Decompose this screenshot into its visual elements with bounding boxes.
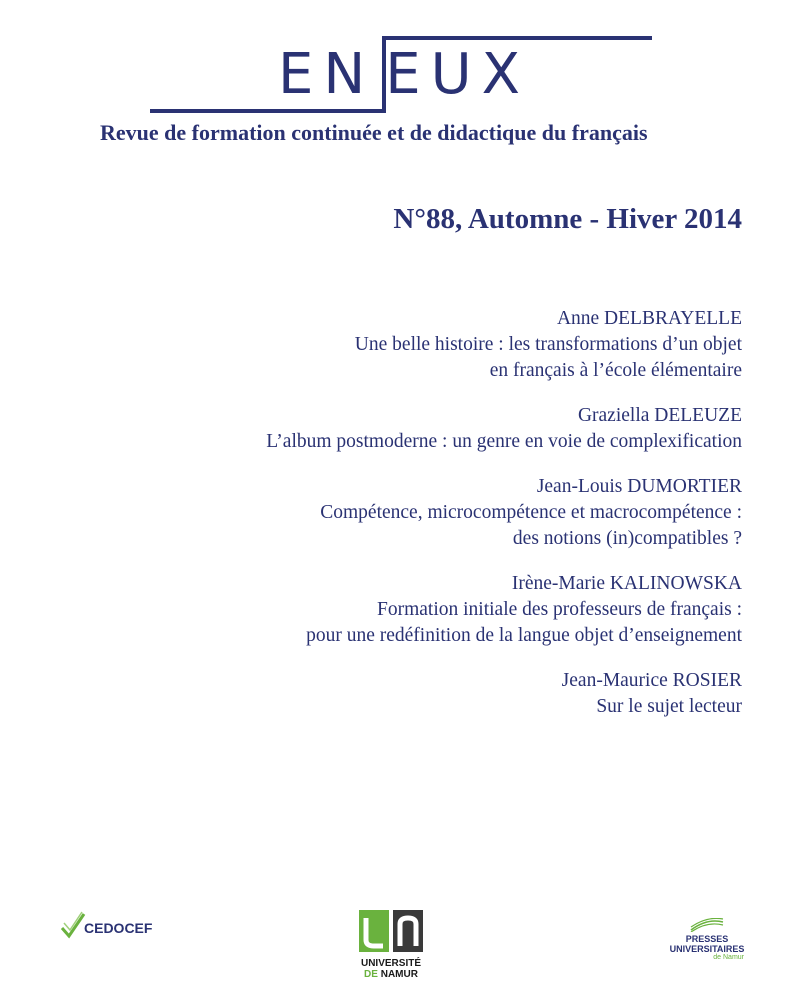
unamur-emblem-icon [356, 908, 426, 954]
presses-label-line3: de Namur [713, 954, 744, 961]
article-title-line: Formation initiale des professeurs de français : [377, 599, 742, 620]
article-entry [142, 668, 742, 720]
unamur-label-line1: UNIVERSITÉ [360, 958, 421, 969]
unamur-label-line2 [356, 969, 426, 980]
logo-text-left: EN [278, 42, 376, 107]
unamur-logo [356, 908, 426, 980]
article-title-line: L’album postmoderne : un genre en voie de complexification [266, 431, 742, 452]
article-author: Anne DELBRAYELLE [556, 308, 742, 329]
unamur-label [356, 958, 426, 980]
presses-label-line1: PRESSES [685, 934, 729, 944]
article-author: Irène-Marie KALINOWSKA [511, 573, 742, 594]
logo-rule-bottom [150, 109, 386, 113]
issue-heading: N°88, Automne - Hiver 2014 [393, 203, 742, 235]
article-title-line: pour une redéfinition de la langue objet d’enseignement [306, 625, 742, 646]
cedocef-label: CEDOCEF [84, 920, 153, 936]
presses-label-line2: UNIVERSITAIRES [669, 944, 745, 954]
article-author: Jean-Louis DUMORTIER [536, 476, 742, 497]
article-title-line: en français à l’école élémentaire [489, 360, 742, 381]
unamur-label-de: DE [364, 969, 378, 980]
presses-universitaires-logo [664, 918, 750, 961]
unamur-label-namur: NAMUR [380, 969, 418, 980]
journal-logo [150, 36, 660, 118]
logo-text-right: EUX [385, 42, 531, 107]
article-entry [142, 571, 742, 649]
article-author: Graziella DELEUZE [577, 405, 742, 426]
article-title-line: Compétence, microcompétence et macrocompétence : [320, 502, 742, 523]
article-title-line: Une belle histoire : les transformations d’un objet [354, 334, 742, 355]
presses-book-icon [687, 918, 727, 932]
article-entry [142, 403, 742, 455]
article-author: Jean-Maurice ROSIER [561, 670, 742, 691]
article-entry [142, 474, 742, 552]
table-of-contents [142, 306, 742, 739]
article-entry [142, 306, 742, 384]
logo-rule-top [384, 36, 652, 40]
journal-subtitle: Revue de formation continuée et de didactique du français [100, 120, 648, 145]
logo-wordmark [278, 42, 530, 108]
article-title-line: des notions (in)compatibles ? [512, 528, 742, 549]
article-title-line: Sur le sujet lecteur [596, 696, 742, 717]
